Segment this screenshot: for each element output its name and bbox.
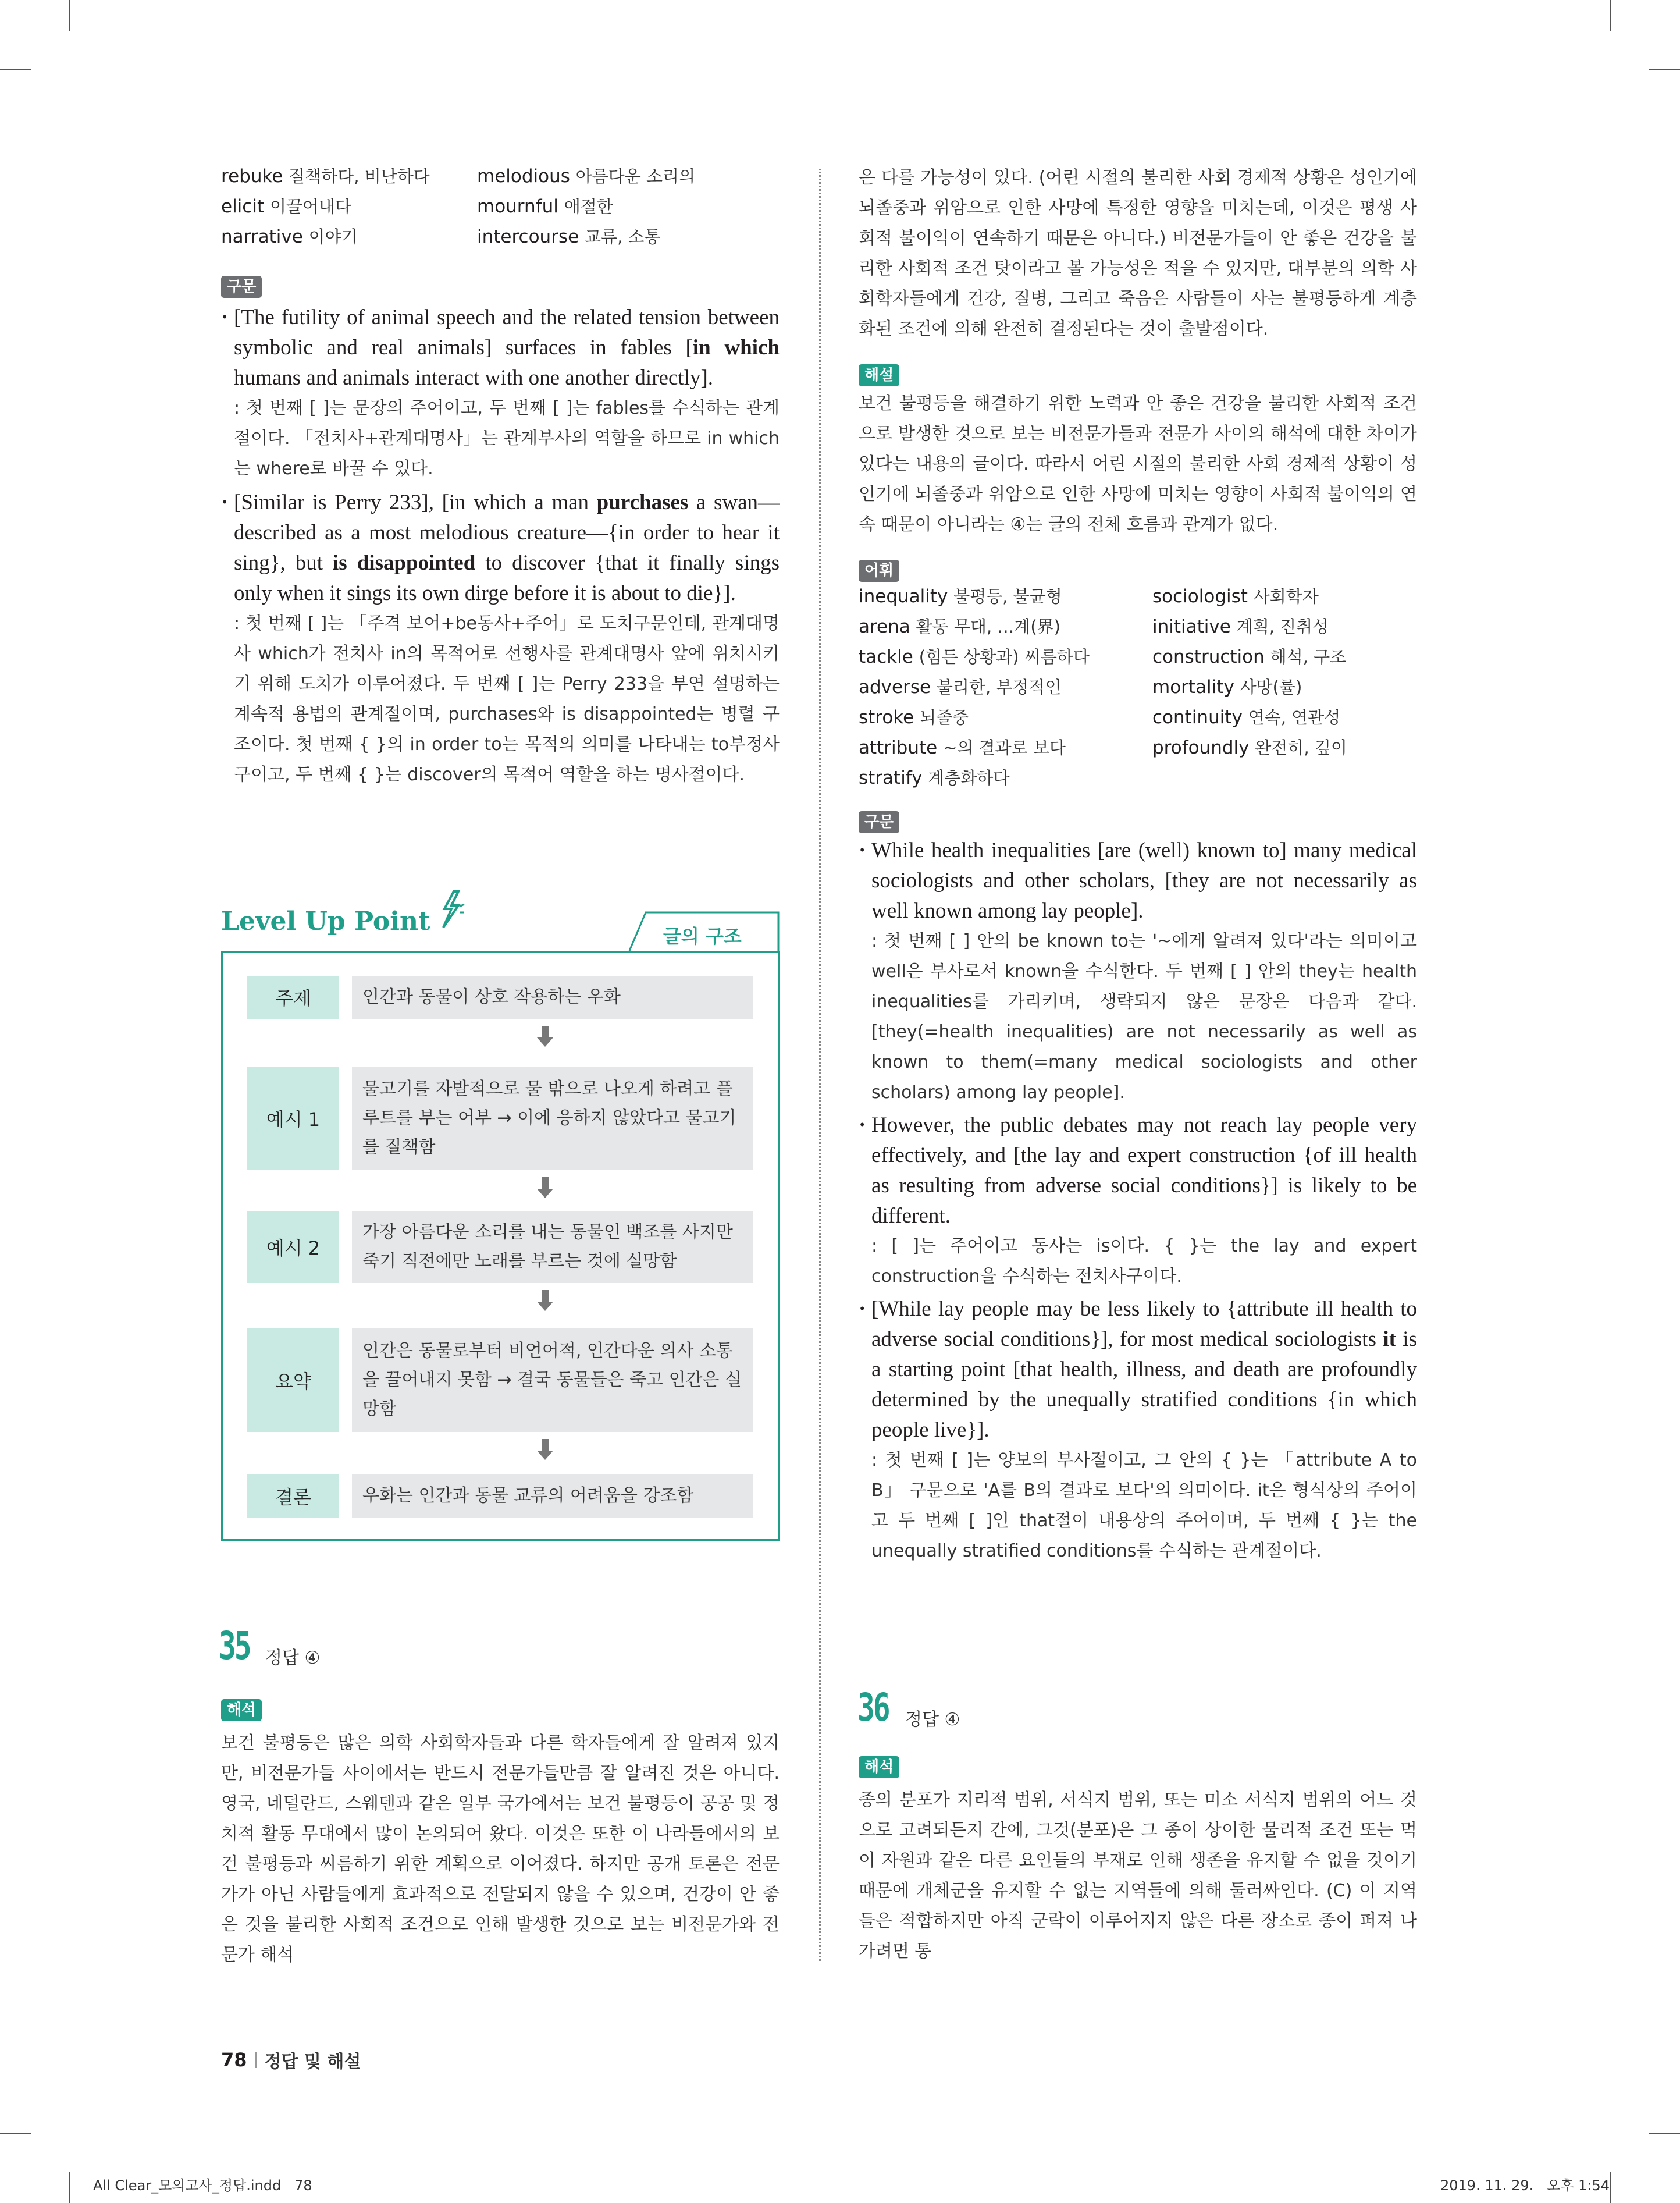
level-up-tab: 글의 구조 bbox=[663, 925, 742, 947]
structure-note: : 첫 번째 [ ]는 「주격 보어+be동사+주어」로 도치구문인데, 관계대명사 which가 전치사 in의 목적어로 선행사를 관계대명사 앞에 위치시키기 위해 도치가 이루어졌다. 두 번째 [ ]는 Perry 233을 부연 설명하는 계속적 용법의 관계절이며, purchases와 is disappointed는 병렬 구조이다. 첫 번째 { }의 in order to는 목적의 의미를 나타내는 to부정사구이고, 두 번째 { }는 discover의 목적어 역할을 하는 명사절이다. bbox=[234, 613, 780, 785]
eohwi-tag: 어휘 bbox=[859, 560, 899, 582]
answer-36: 정답 ④ bbox=[905, 1710, 960, 1730]
crop-mark bbox=[69, 2172, 70, 2203]
crop-mark bbox=[0, 69, 31, 70]
gumun-tag: 구문 bbox=[221, 276, 262, 298]
structure-sentence: · [The futility of animal speech and the related tension between symbolic and real animals] surfaces in fables [in which humans and animals interact with one another directly]. bbox=[221, 303, 780, 393]
structure-content: 인간과 동물이 상호 작용하는 우화 bbox=[352, 976, 753, 1019]
structure-note: : [ ]는 주어이고 동사는 is이다. { }는 the lay and expert construction을 수식하는 전치사구이다. bbox=[871, 1236, 1417, 1287]
structure-note: : 첫 번째 [ ]는 양보의 부사절이고, 그 안의 { }는 「attribute A to B」 구문으로 'A를 B의 결과로 보다'의 의미이다. it은 형식상의 주어이고 두 번째 [ ]인 that절이 내용상의 주어이며, 두 번째 { }는 the unequally stratified conditions를 수식하는 관계절이다. bbox=[871, 1450, 1417, 1561]
print-date: 2019. 11. 29. 오후 1:54 bbox=[1440, 2177, 1610, 2194]
level-up-box bbox=[221, 951, 780, 1541]
vocab-item: stroke 뇌졸중 bbox=[859, 707, 969, 728]
structure-row bbox=[247, 1211, 753, 1283]
question-number-35: 35 bbox=[219, 1623, 250, 1668]
structure-content: 우화는 인간과 동물 교류의 어려움을 강조함 bbox=[352, 1474, 753, 1518]
structure-sentence: · While health inequalities [are (well) known to] many medical sociologists and other scholars, [they are not necessarily as well known among lay people]. bbox=[859, 836, 1417, 926]
vocab-item: attribute ~의 결과로 보다 bbox=[859, 737, 1066, 758]
vocab-item: elicit 이끌어내다 bbox=[221, 196, 352, 217]
arrow-down-icon bbox=[537, 1302, 553, 1311]
gumun-tag: 구문 bbox=[859, 811, 899, 833]
structure-row bbox=[247, 1474, 753, 1518]
vocab-list-right bbox=[859, 583, 1417, 791]
structure-content: 가장 아름다운 소리를 내는 동물인 백조를 사지만 죽기 직전에만 노래를 부르는 것에 실망함 bbox=[352, 1211, 753, 1283]
vocab-item: initiative 계획, 진취성 bbox=[1152, 616, 1329, 637]
gumun-section-right bbox=[859, 811, 1417, 1566]
vocab-item: stratify 계층화하다 bbox=[859, 768, 1010, 788]
vocab-item: continuity 연속, 연관성 bbox=[1152, 707, 1341, 728]
explanation: 보건 불평등을 해결하기 위한 노력과 안 좋은 건강을 불리한 사회적 조건으로 발생한 것으로 보는 비전문가들과 전문가 사이의 해석에 대한 차이가 있다는 내용의 글이다. 따라서 어린 시절의 불리한 사회 경제적 상황이 성인기에 뇌졸중과 위암으로 인한 사망에 미치는 영향이 사회적 불이익의 연속 때문이 아니라는 ④는 글의 전체 흐름과 관계가 없다. bbox=[859, 393, 1417, 535]
vocab-item: construction 해석, 구조 bbox=[1152, 646, 1347, 667]
gumun-section bbox=[221, 276, 780, 790]
vocab-item: sociologist 사회학자 bbox=[1152, 586, 1319, 607]
structure-sentence: · [While lay people may be less likely to {attribute ill health to adverse social conditions}], for most medical sociologists it is a starting point [that health, illness, and death are profoundly determined by the unequally stratified conditions {in which people live}]. bbox=[859, 1294, 1417, 1445]
structure-sentence: · [Similar is Perry 233], [in which a man purchases a swan—described as a most melodious creature—{in order to hear it sing}, but is disappointed to discover {that it finally sings only when it sings its own dirge before it is about to die}]. bbox=[221, 488, 780, 609]
vocab-item: profoundly 완전히, 깊이 bbox=[1152, 737, 1347, 758]
page-number: 78 bbox=[221, 2049, 247, 2071]
vocab-item: tackle (힘든 상황과) 씨름하다 bbox=[859, 646, 1090, 667]
answer-35: 정답 ④ bbox=[265, 1648, 321, 1668]
arrow-down-icon bbox=[537, 1451, 553, 1460]
structure-label: 결론 bbox=[247, 1474, 339, 1518]
footer-divider bbox=[255, 2052, 257, 2068]
column-divider bbox=[819, 169, 821, 1961]
vocab-item: intercourse 교류, 소통 bbox=[477, 226, 661, 247]
haeseol-tag: 해설 bbox=[859, 364, 899, 386]
structure-content: 인간은 동물로부터 비언어적, 인간다운 의사 소통을 끌어내지 못함 → 결국 동물들은 죽고 인간은 실망함 bbox=[352, 1328, 753, 1432]
right-column bbox=[859, 163, 1417, 1566]
structure-content: 물고기를 자발적으로 물 밖으로 나오게 하려고 플루트를 부는 어부 → 이에 응하지 않았다고 물고기를 질책함 bbox=[352, 1067, 753, 1170]
structure-label: 주제 bbox=[247, 976, 339, 1019]
structure-row bbox=[247, 1328, 753, 1432]
vocab-item: mournful 애절한 bbox=[477, 196, 613, 217]
arrow-down-icon bbox=[537, 1037, 553, 1047]
vocab-list-left bbox=[221, 163, 780, 250]
structure-label: 예시 2 bbox=[247, 1211, 339, 1283]
vocab-item: arena 활동 무대, …계(界) bbox=[859, 616, 1060, 637]
translation-34-continued: 은 다를 가능성이 있다. (어린 시절의 불리한 사회 경제적 상황은 성인기에 뇌졸중과 위암으로 인한 사망에 특정한 영향을 미치는데, 이것은 평생 사회적 불이익이 연속하기 때문은 아니다.) 비전문가들이 안 좋은 건강을 불리한 사회적 조건 탓이라고 볼 가능성은 적을 수 있지만, 대부분의 의학 사회학자들에게 건강, 질병, 그리고 죽음은 사람들이 사는 불평등하게 계층화된 조건에 의해 완전히 결정된다는 것이 출발점이다. bbox=[859, 168, 1417, 339]
haeseok-tag-35: 해석 bbox=[221, 1699, 262, 1721]
vocab-item: rebuke 질책하다, 비난하다 bbox=[221, 166, 430, 187]
structure-note: : 첫 번째 [ ] 안의 be known to는 '~에게 알려져 있다'라는 의미이고 well은 부사로서 known을 수식한다. 두 번째 [ ] 안의 they는 health inequalities를 가리키며, 생략되지 않은 문장은 다음과 같다. [they(=health inequalities) are not necessarily as well as known to them(=many medical sociologists and other scholars) among lay people]. bbox=[871, 931, 1417, 1103]
vocab-item: adverse 불리한, 부정적인 bbox=[859, 677, 1062, 698]
translation-36: 종의 분포가 지리적 범위, 서식지 범위, 또는 미소 서식지 범위의 어느 것으로 고려되든지 간에, 그것(분포)은 그 종이 상이한 물리적 조건 또는 먹이 자원과 같은 다른 요인들의 부재로 인해 생존을 유지할 수 없을 것이기 때문에 개체군을 유지할 수 없는 지역들에 의해 둘러싸인다. (C) 이 지역들은 적합하지만 아직 군락이 이루어지지 않은 다른 장소로 종이 퍼져 나가려면 통 bbox=[859, 1790, 1417, 1962]
crop-mark bbox=[69, 0, 70, 31]
file-slug: All Clear_모의고사_정답.indd 78 bbox=[93, 2177, 312, 2194]
haeseok-tag-36: 해석 bbox=[859, 1756, 899, 1778]
level-up-title: Level Up Point bbox=[221, 907, 430, 936]
vocab-item: mortality 사망(률) bbox=[1152, 677, 1302, 698]
page-footer bbox=[221, 2047, 361, 2073]
translation-35: 보건 불평등은 많은 의학 사회학자들과 다른 학자들에게 잘 알려져 있지만, 비전문가들 사이에서는 반드시 전문가들만큼 잘 알려진 것은 아니다. 영국, 네덜란드, 스웨덴과 같은 일부 국가에서는 보건 불평등이 공공 및 정치적 활동 무대에서 많이 논의되어 왔다. 이것은 또한 이 나라들에서의 보건 불평등과 씨름하기 위한 계획으로 이어졌다. 하지만 공개 토론은 전문가가 아닌 사람들에게 효과적으로 전달되지 않을 수 있으며, 건강이 안 좋은 것을 불리한 사회적 조건으로 인해 발생한 것으로 보는 비전문가와 전문가 해석 bbox=[221, 1733, 780, 1965]
structure-label: 요약 bbox=[247, 1328, 339, 1432]
left-column bbox=[221, 163, 780, 790]
spark-icon bbox=[436, 889, 465, 930]
footer-label: 정답 및 해설 bbox=[264, 2052, 361, 2072]
question-number-36: 36 bbox=[857, 1685, 889, 1730]
structure-sentence: · However, the public debates may not reach lay people very effectively, and [the lay and expert construction {of ill health as resulting from adverse social conditions}] is likely to be different. bbox=[859, 1110, 1417, 1231]
haeseol-section bbox=[859, 364, 1417, 540]
structure-row bbox=[247, 976, 753, 1019]
structure-row bbox=[247, 1067, 753, 1170]
crop-mark bbox=[1610, 0, 1611, 31]
crop-mark bbox=[1649, 2133, 1680, 2134]
crop-mark bbox=[1610, 2172, 1611, 2203]
crop-mark bbox=[1649, 69, 1680, 70]
eohwi-section bbox=[859, 560, 1417, 791]
arrow-down-icon bbox=[537, 1189, 553, 1198]
crop-mark bbox=[0, 2133, 31, 2134]
vocab-item: inequality 불평등, 불균형 bbox=[859, 586, 1062, 607]
vocab-item: melodious 아름다운 소리의 bbox=[477, 166, 696, 187]
vocab-item: narrative 이야기 bbox=[221, 226, 358, 247]
structure-note: : 첫 번째 [ ]는 문장의 주어이고, 두 번째 [ ]는 fables를 수식하는 관계절이다. 「전치사+관계대명사」는 관계부사의 역할을 하므로 in which는 where로 바꿀 수 있다. bbox=[234, 398, 780, 479]
structure-label: 예시 1 bbox=[247, 1067, 339, 1170]
